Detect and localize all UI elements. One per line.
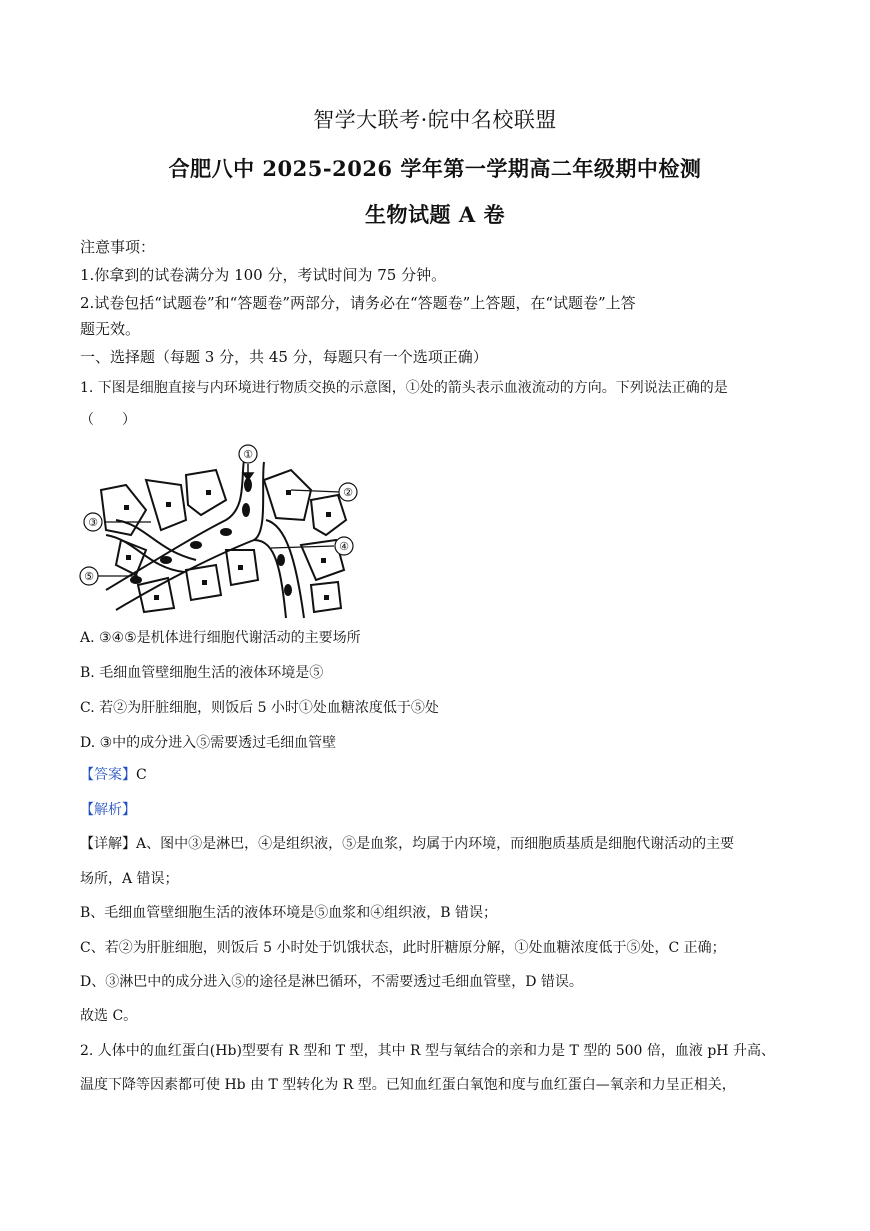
- q1-option-c: C. 若②为肝脏细胞，则饭后 5 小时①处血糖浓度低于⑤处: [80, 700, 439, 716]
- red-blood-cell: [242, 503, 250, 517]
- cell-nucleus: [166, 502, 171, 507]
- capillary-diagram: [76, 440, 366, 620]
- q1-conclusion: 故选 C。: [80, 1008, 138, 1024]
- detail-tag: 【详解】: [80, 836, 136, 852]
- red-blood-cell: [130, 576, 142, 584]
- notice-item-2a: 2.试卷包括“试题卷”和“答题卷”两部分，请务必在“答题卷”上答题，在“试题卷”上答: [80, 294, 636, 312]
- q2-line-1: 2. 人体中的血红蛋白(Hb)型要有 R 型和 T 型，其中 R 型与氧结合的亲和力是 T 型的 500 倍，血液 pH 升高、: [80, 1043, 775, 1059]
- q1-stem: 1. 下图是细胞直接与内环境进行物质交换的示意图，①处的箭头表示血液流动的方向。下列说法正确的是: [80, 380, 728, 396]
- red-blood-cell: [284, 584, 292, 596]
- answer-value: C: [136, 767, 147, 783]
- red-blood-cell: [160, 556, 172, 564]
- figure-label-1: ①: [243, 448, 253, 461]
- cell-nucleus: [238, 565, 243, 570]
- figure-label-4: ④: [339, 540, 349, 553]
- cell-nucleus: [202, 580, 207, 585]
- q1-option-b: B. 毛细血管壁细胞生活的液体环境是⑤: [80, 665, 324, 681]
- answer-tag: 【答案】: [80, 767, 136, 783]
- detail-d: D、③淋巴中的成分进入⑤的途径是淋巴循环，不需要透过毛细血管壁，D 错误。: [80, 974, 583, 990]
- cell-nucleus: [124, 505, 129, 510]
- header-line-1: 智学大联考·皖中名校联盟: [313, 108, 557, 132]
- detail-c: C、若②为肝脏细胞，则饭后 5 小时处于饥饿状态，此时肝糖原分解，①处血糖浓度低于⑤处，C 正确；: [80, 940, 726, 956]
- q2-line-2: 温度下降等因素都可使 Hb 由 T 型转化为 R 型。已知血红蛋白氧饱和度与血红蛋白—氧亲和力呈正相关，: [80, 1077, 736, 1093]
- q1-answer: [80, 765, 147, 785]
- detail-b: B、毛细血管壁细胞生活的液体环境是⑤血浆和④组织液，B 错误；: [80, 905, 498, 921]
- tissue-cell: [101, 485, 146, 535]
- red-blood-cell: [220, 528, 232, 536]
- header-line-2: 合肥八中 2025-2026 学年第一学期高二年级期中检测: [168, 156, 702, 181]
- red-blood-cell: [190, 541, 202, 549]
- cell-nucleus: [206, 490, 211, 495]
- figure-label-5: ⑤: [84, 570, 94, 583]
- cell-nucleus: [326, 512, 331, 517]
- leader-line-2: [291, 490, 340, 492]
- q1-option-a: A. ③④⑤是机体进行细胞代谢活动的主要场所: [80, 630, 361, 646]
- figure-label-2: ②: [343, 486, 353, 499]
- cell-nucleus: [321, 558, 326, 563]
- notice-item-2b: 题无效。: [80, 320, 141, 338]
- header-line-3: 生物试题 A 卷: [365, 202, 505, 227]
- q1-option-d: D. ③中的成分进入⑤需要透过毛细血管壁: [80, 735, 337, 751]
- flow-arrow-head: [243, 473, 253, 480]
- cell-nucleus: [286, 490, 291, 495]
- figure-label-3: ③: [88, 516, 98, 529]
- cell-nucleus: [154, 595, 159, 600]
- cell-nucleus: [324, 595, 329, 600]
- detail-a-line-1: [80, 834, 734, 854]
- lymph-vessel-wall: [116, 520, 196, 560]
- detail-a-line-2: 场所，A 错误；: [80, 871, 179, 887]
- notice-item-1: 1.你拿到的试卷满分为 100 分，考试时间为 75 分钟。: [80, 266, 447, 284]
- section-title: 一、选择题（每题 3 分，共 45 分，每题只有一个选项正确）: [80, 348, 488, 366]
- q1-blank: （ ）: [80, 412, 136, 428]
- detail-a-text: A、图中③是淋巴，④是组织液，⑤是血浆，均属于内环境，而细胞质基质是细胞代谢活动的主要: [136, 836, 735, 852]
- cell-nucleus: [126, 555, 131, 560]
- notice-heading: 注意事项：: [80, 238, 156, 256]
- analysis-tag: 【解析】: [80, 802, 136, 818]
- red-blood-cell: [277, 554, 285, 566]
